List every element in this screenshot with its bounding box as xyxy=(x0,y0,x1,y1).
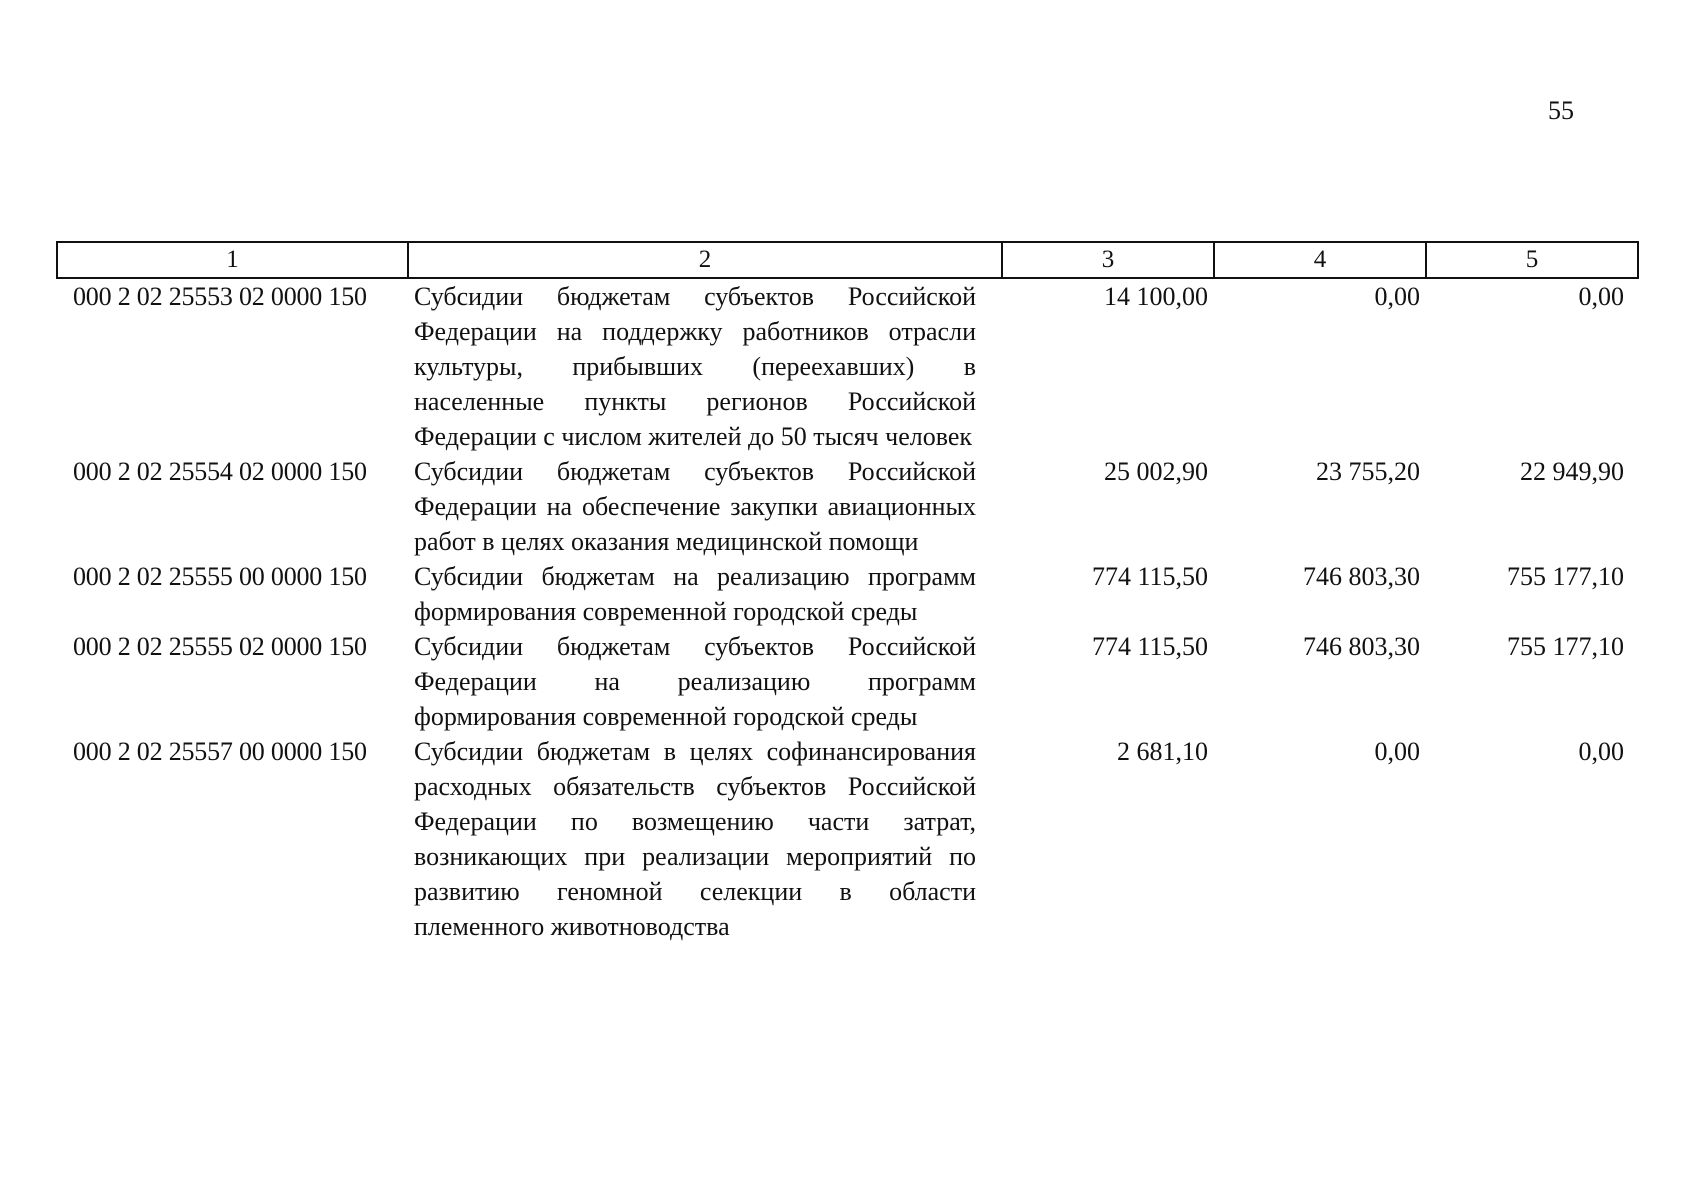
table-row xyxy=(57,278,1638,454)
table-row xyxy=(57,629,1638,734)
column-header-4: 4 xyxy=(1214,242,1426,278)
column-header-3: 3 xyxy=(1002,242,1214,278)
row-description: Субсидии бюджетам субъектов Российской Федерации на поддержку работников отрасли культуры, прибывших (переехавших) в населенные пункты регионов Российской Федерации с числом жителей до 50 тысяч человек xyxy=(414,282,976,451)
row-description: Субсидии бюджетам субъектов Российской Федерации на реализацию программ формирования современной городской среды xyxy=(414,632,976,731)
budget-code: 000 2 02 25555 00 0000 150 xyxy=(73,562,367,591)
row-description: Субсидии бюджетам в целях софинансирования расходных обязательств субъектов Российской Федерации по возмещению части затрат, возникающих при реализации мероприятий по развитию геномной селекции в области племенного животноводства xyxy=(414,737,976,941)
budget-code: 000 2 02 25553 02 0000 150 xyxy=(73,282,367,311)
budget-code: 000 2 02 25555 02 0000 150 xyxy=(73,632,367,661)
amount-col5: 755 177,10 xyxy=(1507,632,1624,661)
page-number: 55 xyxy=(1548,96,1574,125)
header-row xyxy=(57,242,1638,278)
amount-col4: 0,00 xyxy=(1374,737,1420,766)
budget-table xyxy=(56,241,1639,944)
column-header-1: 1 xyxy=(57,242,408,278)
budget-code: 000 2 02 25557 00 0000 150 xyxy=(73,737,367,766)
column-header-5: 5 xyxy=(1426,242,1638,278)
table-row xyxy=(57,734,1638,944)
amount-col3: 2 681,10 xyxy=(1117,737,1208,766)
table-row xyxy=(57,559,1638,629)
amount-col5: 755 177,10 xyxy=(1507,562,1624,591)
table-body xyxy=(57,278,1638,944)
amount-col5: 0,00 xyxy=(1578,737,1624,766)
amount-col4: 0,00 xyxy=(1374,282,1420,311)
row-description: Субсидии бюджетам на реализацию программ формирования современной городской среды xyxy=(414,562,976,626)
amount-col3: 774 115,50 xyxy=(1091,632,1208,661)
amount-col3: 14 100,00 xyxy=(1104,282,1208,311)
amount-col4: 746 803,30 xyxy=(1303,632,1420,661)
amount-col3: 25 002,90 xyxy=(1104,457,1208,486)
amount-col5: 22 949,90 xyxy=(1520,457,1624,486)
amount-col4: 23 755,20 xyxy=(1316,457,1420,486)
budget-code: 000 2 02 25554 02 0000 150 xyxy=(73,457,367,486)
amount-col5: 0,00 xyxy=(1578,282,1624,311)
row-description: Субсидии бюджетам субъектов Российской Федерации на обеспечение закупки авиационных работ в целях оказания медицинской помощи xyxy=(414,457,976,556)
column-header-2: 2 xyxy=(408,242,1002,278)
table-row xyxy=(57,454,1638,559)
table-header xyxy=(57,242,1638,278)
amount-col4: 746 803,30 xyxy=(1303,562,1420,591)
amount-col3: 774 115,50 xyxy=(1091,562,1208,591)
